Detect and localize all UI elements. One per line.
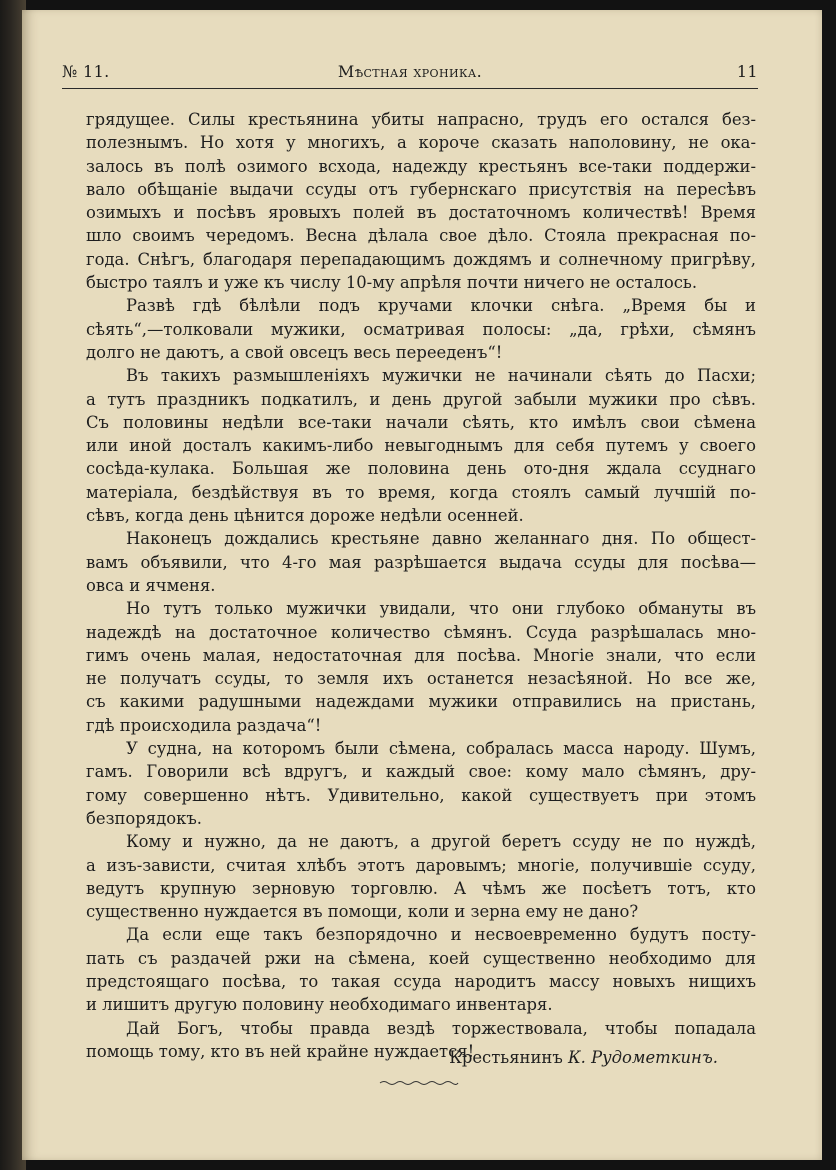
text-line: быстро таялъ и уже къ числу 10-му апрѣля почти ничего не осталось. bbox=[86, 273, 698, 293]
text-line: пать съ раздачей ржи на сѣмена, коей существенно необходимо для bbox=[86, 948, 756, 968]
text-line: гдѣ происходила раздача“! bbox=[86, 715, 322, 735]
page-number: 11 bbox=[736, 62, 758, 81]
paragraph bbox=[86, 108, 756, 294]
text-line: вало обѣщанiе выдачи ссуды отъ губернскаго присутствiя на пересѣвъ bbox=[86, 179, 756, 199]
text-line: шло своимъ чередомъ. Весна дѣлала свое дѣло. Стояла прекрасная по- bbox=[86, 226, 756, 246]
section-title: Мѣстная хроника. bbox=[337, 62, 483, 81]
text-line: существенно нуждается въ помощи, коли и зерна ему не дано? bbox=[86, 902, 639, 922]
text-line: овса и ячменя. bbox=[86, 575, 216, 595]
text-line: Кому и нужно, да не даютъ, а другой беретъ ссуду не по нуждѣ, bbox=[126, 832, 756, 852]
text-line: не получатъ ссуды, то земля ихъ останется незасѣяной. Но все же, bbox=[86, 669, 756, 689]
text-line: Но тутъ только мужички увидали, что они глубоко обмануты въ bbox=[126, 599, 756, 619]
text-line: Развѣ гдѣ бѣлѣли подъ кручами клочки снѣга. „Время бы и bbox=[126, 296, 756, 316]
running-header bbox=[62, 58, 758, 89]
signature-prefix: Крестьянинъ bbox=[449, 1048, 563, 1067]
signature bbox=[86, 1048, 718, 1067]
text-line: ведутъ крупную зерновую торговлю. А чѣмъ же посѣетъ тотъ, кто bbox=[86, 878, 756, 898]
text-line: а изъ-зависти, считая хлѣбъ этотъ даровымъ; многiе, получившiе ссуду, bbox=[86, 855, 756, 875]
paragraph bbox=[86, 294, 756, 364]
paragraph bbox=[86, 597, 756, 737]
text-line: помощь тому, кто въ ней крайне нуждается! bbox=[86, 1041, 475, 1061]
text-line: озимыхъ и посѣвъ яровыхъ полей въ достаточномъ количествѣ! Время bbox=[86, 203, 756, 223]
paragraph bbox=[86, 364, 756, 527]
paragraph bbox=[86, 737, 756, 830]
text-line: залось въ полѣ озимого всхода, надежду крестьянъ все-таки поддержи- bbox=[86, 156, 756, 176]
text-line: съ какими радушными надеждами мужики отправились на пристань, bbox=[86, 692, 756, 712]
text-line: грядущее. Силы крестьянина убиты напрасно, трудъ его остался без- bbox=[86, 110, 756, 129]
text-line: Въ такихъ размышленiяхъ мужички не начинали сѣять до Пасхи; bbox=[126, 366, 756, 386]
text-line: У судна, на которомъ были сѣмена, собралась масса народу. Шумъ, bbox=[126, 739, 756, 759]
text-line: и лишитъ другую половину необходимаго инвентаря. bbox=[86, 995, 553, 1015]
text-line: вамъ объявили, что 4-го мая разрѣшается выдача ссуды для посѣва— bbox=[86, 552, 756, 572]
text-line: безпорядокъ. bbox=[86, 808, 202, 828]
text-line: а тутъ праздникъ подкатилъ, и день другой забыли мужики про сѣвъ. bbox=[86, 389, 756, 409]
paragraph bbox=[86, 527, 756, 597]
signature-name: К. Рудометкинъ. bbox=[567, 1048, 718, 1067]
text-line: надеждѣ на достаточное количество сѣмянъ. Ссуда разрѣшалась мно- bbox=[86, 622, 756, 642]
text-line: сѣвъ, когда день цѣнится дороже недѣли осенней. bbox=[86, 506, 524, 526]
text-line: Дай Богъ, чтобы правда вездѣ торжествовала, чтобы попадала bbox=[126, 1018, 756, 1038]
issue-number: № 11. bbox=[62, 62, 110, 81]
text-line: предстоящаго посѣва, то такая ссуда народитъ массу новыхъ нищихъ bbox=[86, 971, 756, 991]
text-line: года. Снѣгъ, благодаря перепадающимъ дождямъ и солнечному пригрѣву, bbox=[86, 249, 756, 269]
paragraph bbox=[86, 830, 756, 923]
text-line: гамъ. Говорили всѣ вдругъ, и каждый свое: кому мало сѣмянъ, дру- bbox=[86, 762, 756, 782]
text-line: Да если еще такъ безпорядочно и несвоевременно будутъ посту- bbox=[126, 925, 756, 945]
text-line: Наконецъ дождались крестьяне давно желаннаго дня. По общест- bbox=[126, 529, 756, 549]
paragraph bbox=[86, 923, 756, 1016]
text-line: или иной досталъ какимъ-либо невыгоднымъ для себя путемъ у своего bbox=[86, 436, 756, 456]
text-line: матерiала, бездѣйствуя въ то время, когда стоялъ самый лучшiй по- bbox=[86, 482, 756, 502]
text-line: долго не даютъ, а свой овсецъ весь перееденъ“! bbox=[86, 342, 503, 362]
article-body bbox=[86, 108, 756, 1063]
text-line: гому совершенно нѣтъ. Удивительно, какой существуетъ при этомъ bbox=[86, 785, 756, 805]
wavy-rule-ornament bbox=[378, 1079, 460, 1087]
text-line: полезнымъ. Но хотя у многихъ, а короче сказать наполовину, не ока- bbox=[86, 133, 756, 153]
text-line: сосѣда-кулака. Большая же половина день ото-дня ждала ссуднаго bbox=[86, 459, 756, 479]
text-line: Съ половины недѣли все-таки начали сѣять, кто имѣлъ свои сѣмена bbox=[86, 412, 756, 432]
text-line: сѣять“,—толковали мужики, осматривая полосы: „да, грѣхи, сѣмянъ bbox=[86, 319, 756, 339]
text-line: гимъ очень малая, недостаточная для посѣва. Многiе знали, что если bbox=[86, 645, 756, 665]
